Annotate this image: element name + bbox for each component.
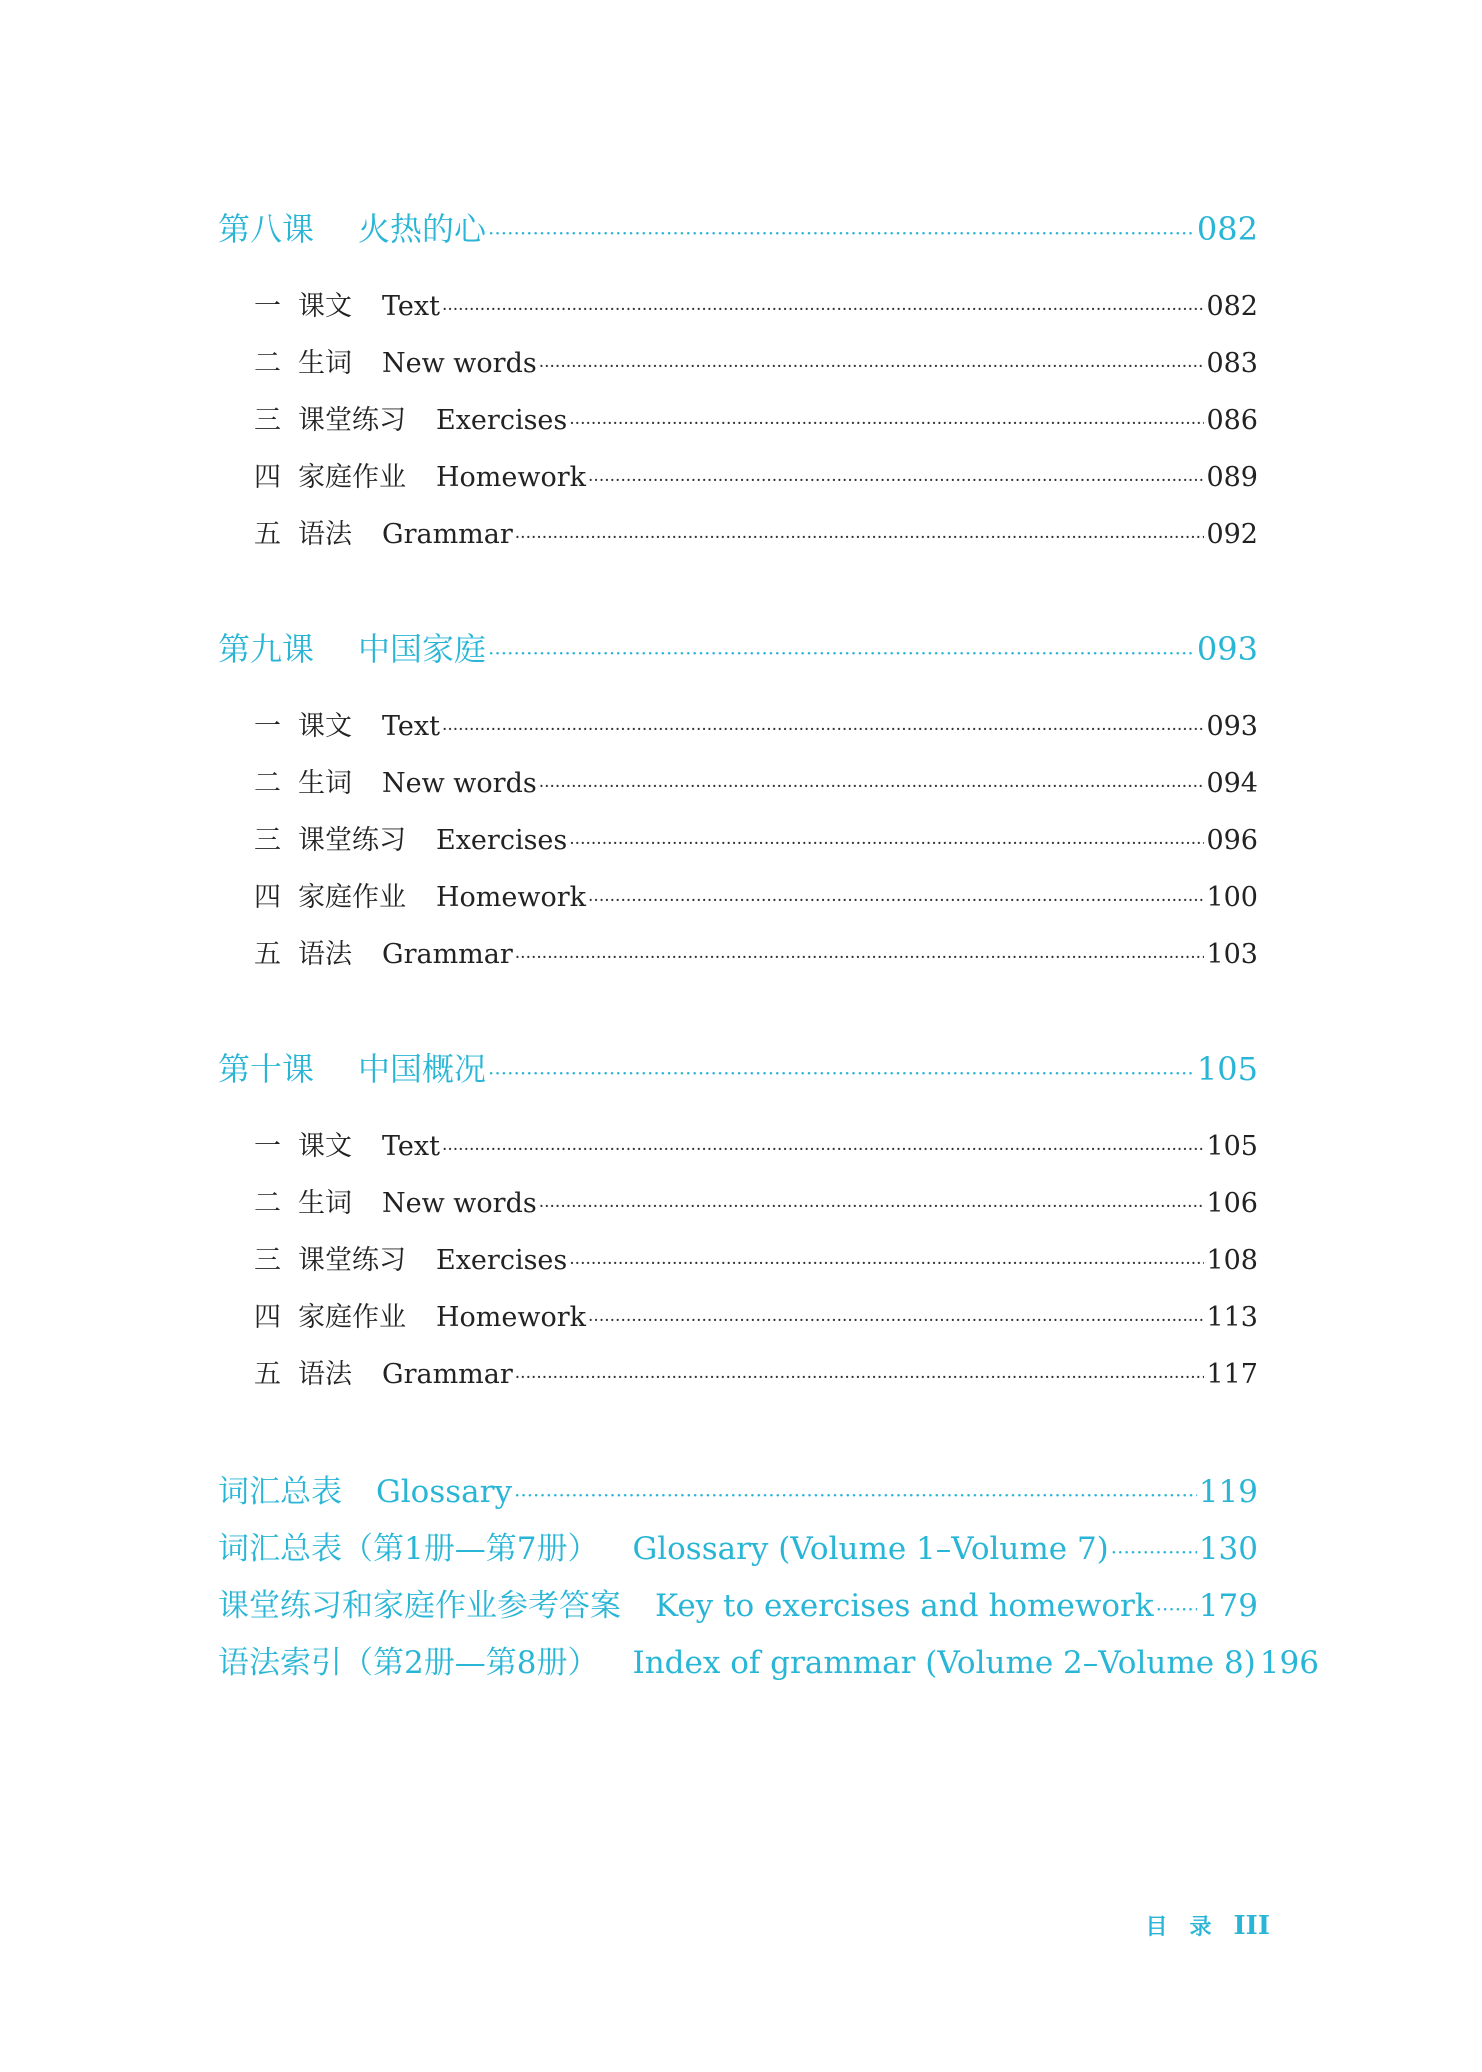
page-number: 119: [1198, 1474, 1258, 1510]
page-number: 082: [1206, 291, 1258, 322]
appendix-cn: 课堂练习和家庭作业参考答案: [218, 1588, 621, 1624]
page-number: 096: [1206, 825, 1258, 856]
dot-leader: [539, 357, 1205, 377]
item-cn: 生词: [298, 768, 352, 799]
page-number: 113: [1206, 1302, 1258, 1333]
item-en: Exercises: [436, 405, 568, 436]
page-number: 093: [1206, 711, 1258, 742]
toc-item[interactable]: [254, 818, 1258, 857]
footer-page-number: III: [1233, 1911, 1270, 1941]
dot-leader: [442, 1140, 1204, 1160]
dot-leader: [569, 1254, 1204, 1274]
toc-item[interactable]: [254, 398, 1258, 437]
item-number: 四: [254, 1302, 281, 1333]
dot-leader: [1111, 1540, 1197, 1564]
item-number: 二: [254, 348, 281, 379]
toc-item[interactable]: [254, 284, 1258, 323]
toc-item[interactable]: [254, 704, 1258, 743]
page-number: 100: [1206, 882, 1258, 913]
item-cn: 家庭作业: [298, 462, 406, 493]
page-number: 196: [1259, 1645, 1319, 1681]
toc-item[interactable]: [254, 1181, 1258, 1220]
toc-item[interactable]: [254, 1124, 1258, 1163]
appendix-en: Key to exercises and homework: [655, 1588, 1154, 1624]
page-number: 179: [1198, 1588, 1258, 1624]
item-number: 五: [254, 519, 281, 550]
item-cn: 生词: [298, 348, 352, 379]
toc-lesson-8[interactable]: [218, 204, 1258, 250]
dot-leader: [515, 528, 1205, 548]
page-number: 092: [1206, 519, 1258, 550]
dot-leader: [588, 471, 1204, 491]
item-en: Homework: [436, 882, 587, 913]
toc-lesson-9[interactable]: [218, 624, 1258, 670]
appendix-en: Index of grammar (Volume 2–Volume 8): [632, 1645, 1256, 1681]
item-number: 二: [254, 768, 281, 799]
page-footer: [1145, 1910, 1270, 1941]
item-cn: 家庭作业: [298, 1302, 406, 1333]
page-number: 108: [1206, 1245, 1258, 1276]
toc-appendix-grammar-index[interactable]: [218, 1637, 1319, 1682]
toc-item[interactable]: [254, 1352, 1258, 1391]
page-number: 105: [1196, 1050, 1258, 1088]
page-number: 105: [1206, 1131, 1258, 1162]
item-cn: 课文: [298, 711, 352, 742]
item-cn: 课堂练习: [298, 1245, 406, 1276]
lesson-title: 第八课 火热的心: [218, 210, 487, 248]
item-cn: 课堂练习: [298, 405, 406, 436]
dot-leader: [539, 777, 1205, 797]
lesson-title: 第十课 中国概况: [218, 1050, 487, 1088]
page-number: 094: [1206, 768, 1258, 799]
item-number: 三: [254, 405, 281, 436]
item-en: New words: [382, 348, 537, 379]
footer-label-1: 目: [1145, 1914, 1168, 1940]
item-en: New words: [382, 768, 537, 799]
item-number: 四: [254, 462, 281, 493]
item-number: 五: [254, 939, 281, 970]
item-en: Homework: [436, 1302, 587, 1333]
dot-leader: [488, 641, 1195, 665]
appendix-cn: 语法索引（第2册—第8册）: [218, 1645, 599, 1681]
page-number: 083: [1206, 348, 1258, 379]
dot-leader: [569, 834, 1204, 854]
appendix-cn: 词汇总表: [218, 1474, 342, 1510]
page-number: 082: [1196, 210, 1258, 248]
page-number: 093: [1196, 630, 1258, 668]
item-number: 三: [254, 1245, 281, 1276]
item-number: 一: [254, 291, 281, 322]
toc-item[interactable]: [254, 1295, 1258, 1334]
toc-item[interactable]: [254, 761, 1258, 800]
appendix-cn: 词汇总表（第1册—第7册）: [218, 1531, 599, 1567]
item-en: Grammar: [382, 519, 513, 550]
toc-lesson-10[interactable]: [218, 1044, 1258, 1090]
toc-appendix-glossary-volumes[interactable]: [218, 1523, 1258, 1568]
toc-item[interactable]: [254, 932, 1258, 971]
dot-leader: [588, 891, 1204, 911]
item-number: 五: [254, 1359, 281, 1390]
item-number: 二: [254, 1188, 281, 1219]
item-cn: 课文: [298, 1131, 352, 1162]
item-en: Text: [382, 711, 440, 742]
item-number: 三: [254, 825, 281, 856]
dot-leader: [515, 1368, 1205, 1388]
item-en: Text: [382, 291, 440, 322]
page-number: 103: [1206, 939, 1258, 970]
item-en: Text: [382, 1131, 440, 1162]
dot-leader: [442, 720, 1204, 740]
item-cn: 课文: [298, 291, 352, 322]
item-cn: 语法: [298, 939, 352, 970]
item-cn: 语法: [298, 519, 352, 550]
item-number: 一: [254, 1131, 281, 1162]
footer-label-2: 录: [1189, 1914, 1212, 1940]
page-number: 117: [1206, 1359, 1258, 1390]
item-en: Exercises: [436, 1245, 568, 1276]
item-en: Exercises: [436, 825, 568, 856]
page-number: 130: [1198, 1531, 1258, 1567]
appendix-en: Glossary: [376, 1474, 512, 1510]
item-en: New words: [382, 1188, 537, 1219]
page-number: 086: [1206, 405, 1258, 436]
item-cn: 生词: [298, 1188, 352, 1219]
item-en: Grammar: [382, 1359, 513, 1390]
page-number: 089: [1206, 462, 1258, 493]
item-cn: 家庭作业: [298, 882, 406, 913]
toc-item[interactable]: [254, 1238, 1258, 1277]
toc-item[interactable]: [254, 341, 1258, 380]
lesson-title: 第九课 中国家庭: [218, 630, 487, 668]
item-number: 一: [254, 711, 281, 742]
dot-leader: [569, 414, 1204, 434]
dot-leader: [442, 300, 1204, 320]
dot-leader: [588, 1311, 1204, 1331]
item-cn: 语法: [298, 1359, 352, 1390]
item-en: Homework: [436, 462, 587, 493]
toc-appendix-answer-key[interactable]: [218, 1580, 1258, 1625]
toc-item[interactable]: [254, 455, 1258, 494]
toc-appendix-glossary[interactable]: [218, 1466, 1258, 1511]
item-cn: 课堂练习: [298, 825, 406, 856]
page-number: 106: [1206, 1188, 1258, 1219]
dot-leader: [488, 1061, 1195, 1085]
dot-leader: [539, 1197, 1205, 1217]
toc-item[interactable]: [254, 875, 1258, 914]
dot-leader: [515, 948, 1205, 968]
dot-leader: [514, 1483, 1197, 1507]
appendix-en: Glossary (Volume 1–Volume 7): [632, 1531, 1109, 1567]
toc-item[interactable]: [254, 512, 1258, 551]
item-number: 四: [254, 882, 281, 913]
item-en: Grammar: [382, 939, 513, 970]
dot-leader: [1156, 1597, 1197, 1621]
dot-leader: [488, 221, 1195, 245]
